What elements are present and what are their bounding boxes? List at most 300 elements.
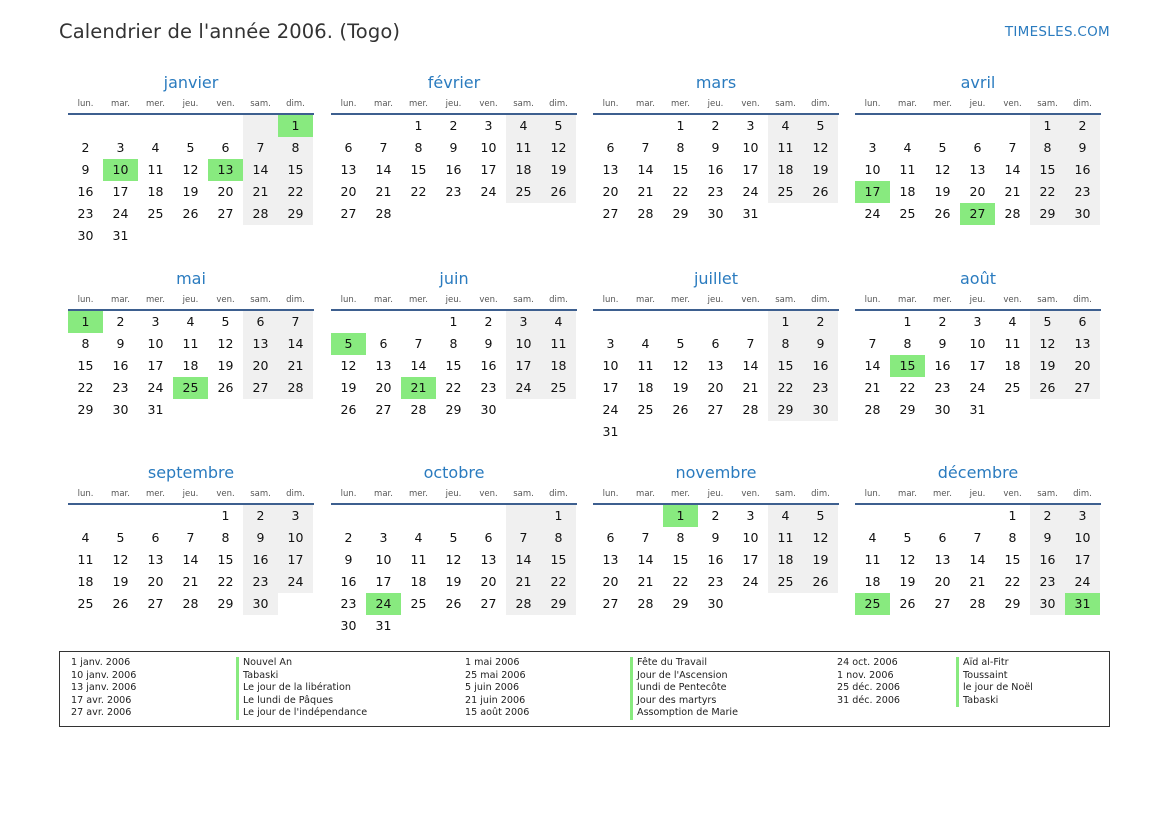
weekday-label: lun. bbox=[340, 99, 357, 109]
day-cell: 2 bbox=[1065, 115, 1100, 137]
weekday-header bbox=[331, 292, 577, 308]
day-cell: 3 bbox=[484, 118, 493, 133]
day-cell: 30 bbox=[803, 399, 838, 421]
day-cell: 26 bbox=[541, 181, 576, 203]
day-cell: 19 bbox=[803, 549, 838, 571]
day-cell: 26 bbox=[217, 380, 234, 395]
holiday-legend bbox=[59, 651, 1110, 727]
day-cell: 29 bbox=[217, 596, 234, 611]
empty-day-cell bbox=[401, 505, 436, 527]
day-cell: 12 bbox=[934, 162, 951, 177]
legend-holiday-name: Toussaint bbox=[956, 670, 1033, 683]
day-cell: 23 bbox=[340, 596, 357, 611]
day-cell: 27 bbox=[1065, 377, 1100, 399]
weekday-label: mer. bbox=[146, 489, 165, 499]
weekday-label: sam. bbox=[250, 99, 271, 109]
day-cell: 14 bbox=[969, 552, 986, 567]
day-cell: 13 bbox=[340, 162, 357, 177]
day-cell: 10 bbox=[864, 162, 881, 177]
day-cell: 10 bbox=[969, 336, 986, 351]
weekday-header bbox=[331, 96, 577, 112]
day-cell: 3 bbox=[606, 336, 615, 351]
day-cell: 27 bbox=[243, 377, 278, 399]
empty-day-cell bbox=[925, 505, 960, 527]
weekday-label: mer. bbox=[671, 489, 690, 499]
day-cell: 2 bbox=[449, 118, 458, 133]
holiday-day-cell: 25 bbox=[855, 593, 890, 615]
holiday-day-cell: 31 bbox=[1065, 593, 1100, 615]
day-cell: 16 bbox=[77, 184, 94, 199]
day-cell: 17 bbox=[602, 380, 619, 395]
day-cell: 16 bbox=[707, 552, 724, 567]
day-cell: 31 bbox=[742, 206, 759, 221]
day-cell: 25 bbox=[77, 596, 94, 611]
day-cell: 5 bbox=[449, 530, 458, 545]
weekday-label: mer. bbox=[409, 295, 428, 305]
day-cell: 4 bbox=[903, 140, 912, 155]
day-cell: 7 bbox=[1008, 140, 1017, 155]
month-name: octobre bbox=[423, 463, 485, 482]
day-cell: 30 bbox=[707, 596, 724, 611]
weekday-label: jeu. bbox=[182, 295, 199, 305]
day-grid bbox=[855, 311, 1101, 421]
legend-holiday-name: Nouvel An bbox=[236, 657, 367, 670]
legend-names-column-1 bbox=[236, 657, 367, 720]
day-cell: 7 bbox=[379, 140, 388, 155]
day-cell: 8 bbox=[449, 336, 458, 351]
legend-date: 27 avr. 2006 bbox=[71, 707, 132, 719]
legend-date: 1 janv. 2006 bbox=[71, 657, 131, 668]
day-cell: 16 bbox=[707, 162, 724, 177]
day-cell: 26 bbox=[112, 596, 129, 611]
day-grid bbox=[593, 115, 839, 225]
day-cell: 22 bbox=[672, 184, 689, 199]
day-cell: 18 bbox=[147, 184, 164, 199]
empty-day-cell bbox=[960, 115, 995, 137]
day-cell: 12 bbox=[340, 358, 357, 373]
day-cell: 8 bbox=[1030, 137, 1065, 159]
empty-day-cell bbox=[138, 115, 173, 137]
day-cell: 12 bbox=[217, 336, 234, 351]
holiday-day-cell: 15 bbox=[890, 355, 925, 377]
day-cell: 11 bbox=[182, 336, 199, 351]
day-cell: 12 bbox=[803, 527, 838, 549]
holiday-day-cell: 27 bbox=[960, 203, 995, 225]
empty-day-cell bbox=[366, 505, 401, 527]
day-cell: 7 bbox=[186, 530, 195, 545]
day-cell: 8 bbox=[81, 336, 90, 351]
day-cell: 5 bbox=[938, 140, 947, 155]
weekday-label: ven. bbox=[1003, 99, 1022, 109]
weekday-label: mer. bbox=[933, 489, 952, 499]
day-cell: 21 bbox=[637, 574, 654, 589]
weekday-label: sam. bbox=[775, 489, 796, 499]
day-cell: 2 bbox=[243, 505, 278, 527]
weekday-label: mer. bbox=[409, 99, 428, 109]
empty-day-cell bbox=[855, 505, 890, 527]
day-cell: 23 bbox=[707, 184, 724, 199]
day-cell: 7 bbox=[243, 137, 278, 159]
day-cell: 4 bbox=[868, 530, 877, 545]
day-cell: 13 bbox=[243, 333, 278, 355]
weekday-header bbox=[68, 292, 314, 308]
day-cell: 30 bbox=[1065, 203, 1100, 225]
weekday-header bbox=[855, 96, 1101, 112]
month-name: septembre bbox=[147, 463, 235, 482]
day-cell: 28 bbox=[742, 402, 759, 417]
day-cell: 10 bbox=[602, 358, 619, 373]
weekday-label: ven. bbox=[479, 99, 498, 109]
day-cell: 18 bbox=[768, 159, 803, 181]
day-cell: 22 bbox=[541, 571, 576, 593]
day-cell: 29 bbox=[672, 206, 689, 221]
day-cell: 4 bbox=[186, 314, 195, 329]
day-cell: 6 bbox=[484, 530, 493, 545]
day-cell: 25 bbox=[637, 402, 654, 417]
day-cell: 27 bbox=[340, 206, 357, 221]
day-cell: 26 bbox=[803, 181, 838, 203]
empty-day-cell bbox=[628, 505, 663, 527]
holiday-day-cell: 21 bbox=[401, 377, 436, 399]
month-7 bbox=[593, 268, 839, 443]
day-cell: 6 bbox=[606, 140, 615, 155]
legend-holiday-name: Fête du Travail bbox=[630, 657, 738, 670]
month-10 bbox=[331, 462, 577, 637]
day-cell: 23 bbox=[77, 206, 94, 221]
empty-day-cell bbox=[173, 505, 208, 527]
day-cell: 9 bbox=[803, 333, 838, 355]
day-cell: 31 bbox=[147, 402, 164, 417]
weekday-label: ven. bbox=[741, 489, 760, 499]
weekday-header bbox=[331, 486, 577, 502]
holiday-day-cell: 24 bbox=[366, 593, 401, 615]
legend-holiday-name: Jour de l'Ascension bbox=[630, 670, 738, 683]
day-cell: 14 bbox=[637, 552, 654, 567]
weekday-label: mar. bbox=[374, 99, 393, 109]
day-cell: 5 bbox=[803, 115, 838, 137]
day-cell: 12 bbox=[445, 552, 462, 567]
day-cell: 9 bbox=[81, 162, 90, 177]
day-cell: 11 bbox=[768, 527, 803, 549]
empty-day-cell bbox=[593, 115, 628, 137]
day-cell: 20 bbox=[375, 380, 392, 395]
weekday-label: ven. bbox=[216, 99, 235, 109]
day-cell: 1 bbox=[414, 118, 423, 133]
day-cell: 5 bbox=[803, 505, 838, 527]
day-cell: 31 bbox=[112, 228, 129, 243]
weekday-label: mer. bbox=[671, 99, 690, 109]
month-name: février bbox=[427, 73, 481, 92]
empty-day-cell bbox=[925, 115, 960, 137]
month-5 bbox=[68, 268, 314, 421]
day-cell: 19 bbox=[934, 184, 951, 199]
day-cell: 29 bbox=[1030, 203, 1065, 225]
legend-holiday-name: Le jour de l'indépendance bbox=[236, 707, 367, 720]
day-cell: 27 bbox=[934, 596, 951, 611]
day-cell: 14 bbox=[742, 358, 759, 373]
weekday-label: dim. bbox=[286, 99, 305, 109]
day-cell: 25 bbox=[506, 181, 541, 203]
day-cell: 7 bbox=[641, 140, 650, 155]
weekday-label: sam. bbox=[775, 295, 796, 305]
empty-day-cell bbox=[331, 115, 366, 137]
day-cell: 28 bbox=[1004, 206, 1021, 221]
day-cell: 2 bbox=[81, 140, 90, 155]
day-cell: 19 bbox=[1030, 355, 1065, 377]
day-cell: 17 bbox=[480, 162, 497, 177]
day-cell: 22 bbox=[1004, 574, 1021, 589]
empty-day-cell bbox=[366, 115, 401, 137]
month-11 bbox=[593, 462, 839, 615]
day-cell: 5 bbox=[903, 530, 912, 545]
day-cell: 6 bbox=[938, 530, 947, 545]
day-cell: 1 bbox=[768, 311, 803, 333]
day-cell: 28 bbox=[410, 402, 427, 417]
day-cell: 6 bbox=[221, 140, 230, 155]
legend-holiday-name: Jour des martyrs bbox=[630, 695, 738, 708]
empty-day-cell bbox=[855, 115, 890, 137]
day-cell: 19 bbox=[182, 184, 199, 199]
day-cell: 20 bbox=[602, 574, 619, 589]
day-cell: 23 bbox=[112, 380, 129, 395]
day-cell: 1 bbox=[541, 505, 576, 527]
day-cell: 7 bbox=[746, 336, 755, 351]
day-cell: 24 bbox=[602, 402, 619, 417]
day-cell: 18 bbox=[77, 574, 94, 589]
weekday-label: jeu. bbox=[969, 99, 986, 109]
weekday-label: jeu. bbox=[445, 99, 462, 109]
day-cell: 16 bbox=[243, 549, 278, 571]
legend-holiday-name: Aïd al-Fitr bbox=[956, 657, 1033, 670]
day-cell: 8 bbox=[541, 527, 576, 549]
legend-dates-column-3 bbox=[837, 657, 900, 707]
day-cell: 29 bbox=[278, 203, 313, 225]
day-cell: 20 bbox=[147, 574, 164, 589]
empty-day-cell bbox=[331, 311, 366, 333]
day-cell: 1 bbox=[449, 314, 458, 329]
day-cell: 22 bbox=[1030, 181, 1065, 203]
day-cell: 3 bbox=[116, 140, 125, 155]
day-cell: 10 bbox=[480, 140, 497, 155]
month-name: mai bbox=[176, 269, 206, 288]
day-cell: 9 bbox=[1065, 137, 1100, 159]
empty-day-cell bbox=[103, 115, 138, 137]
day-cell: 4 bbox=[768, 115, 803, 137]
weekday-label: jeu. bbox=[969, 489, 986, 499]
day-cell: 13 bbox=[480, 552, 497, 567]
holiday-day-cell: 1 bbox=[663, 505, 698, 527]
day-cell: 22 bbox=[672, 574, 689, 589]
day-cell: 24 bbox=[147, 380, 164, 395]
weekday-label: ven. bbox=[1003, 489, 1022, 499]
day-cell: 28 bbox=[278, 377, 313, 399]
day-cell: 23 bbox=[480, 380, 497, 395]
day-cell: 12 bbox=[182, 162, 199, 177]
day-cell: 20 bbox=[217, 184, 234, 199]
weekday-label: lun. bbox=[602, 489, 619, 499]
empty-day-cell bbox=[628, 115, 663, 137]
empty-day-cell bbox=[855, 311, 890, 333]
weekday-header bbox=[855, 486, 1101, 502]
weekday-label: dim. bbox=[1073, 295, 1092, 305]
empty-day-cell bbox=[733, 311, 768, 333]
empty-day-cell bbox=[103, 505, 138, 527]
day-cell: 25 bbox=[147, 206, 164, 221]
month-name: décembre bbox=[937, 463, 1019, 482]
month-1 bbox=[68, 72, 314, 247]
day-cell: 28 bbox=[506, 593, 541, 615]
month-name: juin bbox=[439, 269, 469, 288]
day-cell: 11 bbox=[147, 162, 164, 177]
day-cell: 21 bbox=[506, 571, 541, 593]
day-cell: 24 bbox=[864, 206, 881, 221]
empty-day-cell bbox=[593, 505, 628, 527]
day-cell: 3 bbox=[151, 314, 160, 329]
day-cell: 30 bbox=[340, 618, 357, 633]
month-name: juillet bbox=[693, 269, 739, 288]
day-cell: 24 bbox=[480, 184, 497, 199]
day-cell: 22 bbox=[410, 184, 427, 199]
day-cell: 2 bbox=[938, 314, 947, 329]
month-9 bbox=[68, 462, 314, 615]
empty-day-cell bbox=[960, 505, 995, 527]
weekday-label: mar. bbox=[111, 99, 130, 109]
day-cell: 5 bbox=[541, 115, 576, 137]
day-cell: 19 bbox=[541, 159, 576, 181]
brand-link[interactable]: TIMESLES.COM bbox=[1004, 24, 1110, 40]
day-cell: 8 bbox=[676, 530, 685, 545]
legend-date: 1 mai 2006 bbox=[465, 657, 520, 668]
day-cell: 24 bbox=[1065, 571, 1100, 593]
day-cell: 4 bbox=[768, 505, 803, 527]
day-cell: 23 bbox=[934, 380, 951, 395]
legend-holiday-name: Le jour de la libération bbox=[236, 682, 367, 695]
day-cell: 14 bbox=[637, 162, 654, 177]
day-cell: 3 bbox=[746, 118, 755, 133]
day-cell: 6 bbox=[1065, 311, 1100, 333]
day-cell: 9 bbox=[243, 527, 278, 549]
day-cell: 28 bbox=[864, 402, 881, 417]
day-cell: 2 bbox=[484, 314, 493, 329]
day-cell: 19 bbox=[899, 574, 916, 589]
day-cell: 10 bbox=[742, 140, 759, 155]
weekday-label: ven. bbox=[741, 99, 760, 109]
day-cell: 9 bbox=[711, 140, 720, 155]
day-cell: 5 bbox=[186, 140, 195, 155]
day-cell: 18 bbox=[864, 574, 881, 589]
day-cell: 3 bbox=[1065, 505, 1100, 527]
day-cell: 10 bbox=[278, 527, 313, 549]
legend-date: 25 déc. 2006 bbox=[837, 682, 901, 694]
day-cell: 12 bbox=[803, 137, 838, 159]
weekday-label: ven. bbox=[216, 489, 235, 499]
weekday-label: dim. bbox=[549, 295, 568, 305]
day-cell: 1 bbox=[1030, 115, 1065, 137]
day-cell: 22 bbox=[768, 377, 803, 399]
day-grid bbox=[593, 505, 839, 615]
day-cell: 5 bbox=[221, 314, 230, 329]
day-cell: 17 bbox=[375, 574, 392, 589]
weekday-label: lun. bbox=[602, 99, 619, 109]
day-cell: 6 bbox=[344, 140, 353, 155]
day-cell: 6 bbox=[711, 336, 720, 351]
day-cell: 21 bbox=[243, 181, 278, 203]
day-cell: 9 bbox=[938, 336, 947, 351]
day-cell: 15 bbox=[1004, 552, 1021, 567]
day-cell: 26 bbox=[340, 402, 357, 417]
weekday-label: mar. bbox=[636, 99, 655, 109]
legend-holiday-name: Tabaski bbox=[956, 695, 1033, 708]
month-name: août bbox=[959, 269, 996, 288]
day-cell: 29 bbox=[445, 402, 462, 417]
day-cell: 8 bbox=[903, 336, 912, 351]
day-cell: 31 bbox=[602, 424, 619, 439]
day-cell: 29 bbox=[1004, 596, 1021, 611]
day-cell: 19 bbox=[672, 380, 689, 395]
day-cell: 17 bbox=[278, 549, 313, 571]
empty-day-cell bbox=[68, 505, 103, 527]
day-cell: 28 bbox=[243, 203, 278, 225]
day-grid bbox=[331, 115, 577, 225]
day-cell: 9 bbox=[116, 336, 125, 351]
day-cell: 30 bbox=[112, 402, 129, 417]
weekday-label: jeu. bbox=[445, 295, 462, 305]
weekday-header bbox=[593, 486, 839, 502]
weekday-header bbox=[593, 292, 839, 308]
day-cell: 14 bbox=[864, 358, 881, 373]
day-cell: 26 bbox=[803, 571, 838, 593]
legend-dates-column-2 bbox=[465, 657, 529, 720]
day-cell: 17 bbox=[1065, 549, 1100, 571]
day-cell: 13 bbox=[375, 358, 392, 373]
day-cell: 14 bbox=[410, 358, 427, 373]
empty-day-cell bbox=[208, 115, 243, 137]
empty-day-cell bbox=[890, 505, 925, 527]
day-cell: 16 bbox=[445, 162, 462, 177]
weekday-label: dim. bbox=[811, 295, 830, 305]
empty-day-cell bbox=[173, 115, 208, 137]
day-cell: 11 bbox=[541, 333, 576, 355]
day-cell: 20 bbox=[480, 574, 497, 589]
day-cell: 26 bbox=[899, 596, 916, 611]
empty-day-cell bbox=[138, 505, 173, 527]
day-cell: 21 bbox=[1004, 184, 1021, 199]
day-cell: 10 bbox=[375, 552, 392, 567]
month-6 bbox=[331, 268, 577, 421]
legend-dates-column-1 bbox=[71, 657, 136, 720]
day-cell: 15 bbox=[77, 358, 94, 373]
day-cell: 7 bbox=[973, 530, 982, 545]
month-name: mars bbox=[695, 73, 737, 92]
day-cell: 24 bbox=[506, 377, 541, 399]
day-cell: 30 bbox=[934, 402, 951, 417]
day-grid bbox=[68, 505, 314, 615]
day-cell: 3 bbox=[868, 140, 877, 155]
day-cell: 24 bbox=[742, 184, 759, 199]
weekday-label: ven. bbox=[741, 295, 760, 305]
day-cell: 2 bbox=[1030, 505, 1065, 527]
day-cell: 11 bbox=[899, 162, 916, 177]
day-cell: 27 bbox=[602, 596, 619, 611]
weekday-label: lun. bbox=[864, 295, 881, 305]
day-cell: 3 bbox=[746, 508, 755, 523]
day-cell: 18 bbox=[541, 355, 576, 377]
day-cell: 20 bbox=[969, 184, 986, 199]
day-cell: 15 bbox=[1030, 159, 1065, 181]
day-cell: 25 bbox=[1004, 380, 1021, 395]
day-cell: 18 bbox=[410, 574, 427, 589]
page-title: Calendrier de l'année 2006. (Togo) bbox=[59, 20, 401, 43]
